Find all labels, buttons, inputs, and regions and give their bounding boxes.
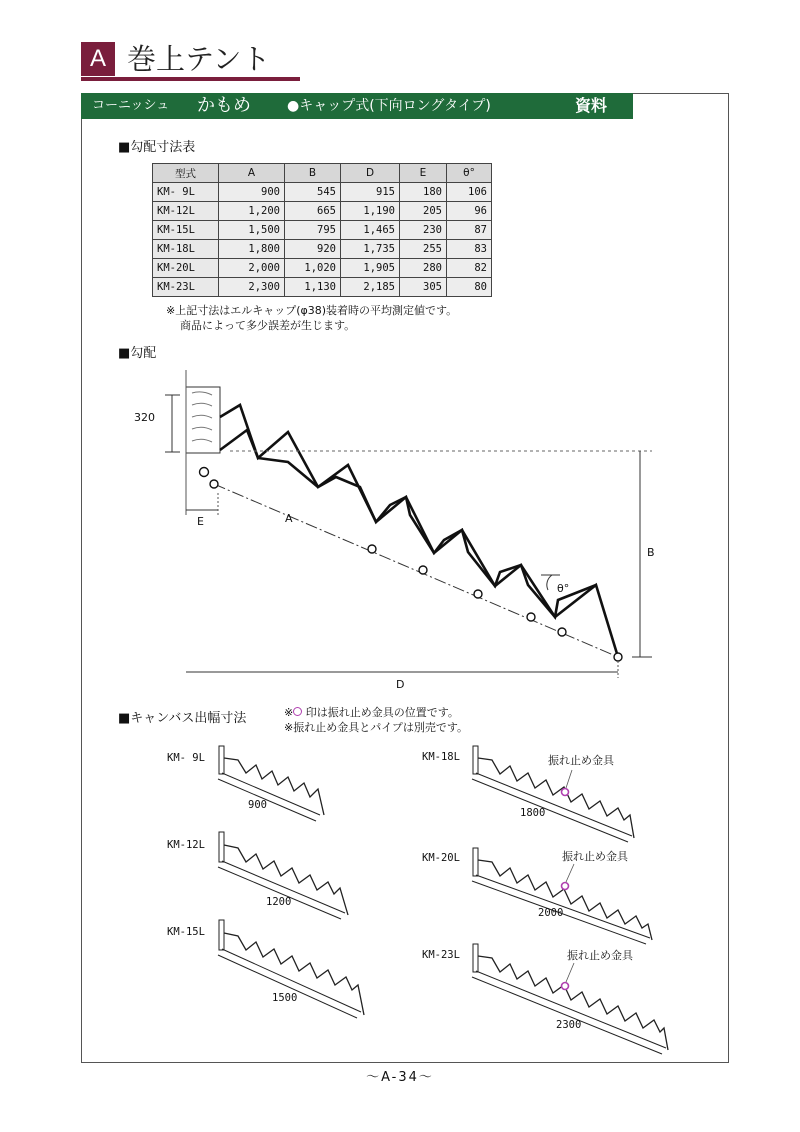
section-heading-dimension-table: ■勾配寸法表 [118,140,196,155]
roller-icon [558,628,566,636]
page-title: 巻上テント [127,42,271,76]
canvas-line [476,971,666,1048]
stopper-label: 振れ止め金具 [567,949,633,962]
table-header-cell: B [285,164,341,183]
table-header-cell: 型式 [153,164,219,183]
table-cell: 180 [400,183,447,202]
callout-line [566,770,572,788]
canvas-line [218,955,357,1018]
canvas-note-text: 印は振れ止め金具の位置です。 [305,706,459,719]
dim-label-E: E [197,515,204,528]
wall-bracket [186,387,220,453]
table-cell: 106 [447,183,492,202]
table-header-cell: E [400,164,447,183]
table-cell: KM-15L [153,221,219,240]
canvas-note-prefix: ※ [284,706,294,719]
table-cell: 2,300 [219,278,285,297]
table-cell: KM-18L [153,240,219,259]
table-header-cell: A [219,164,285,183]
page-number: ～A-34～ [366,1070,434,1085]
dim-label-D: D [396,678,405,691]
table-cell: 2,000 [219,259,285,278]
canvas-arm [478,758,634,838]
stopper-label: 振れ止め金具 [562,850,628,863]
canvas-arm [478,860,652,940]
roller-icon [368,545,376,553]
canvas-diagram-km-20l [422,848,652,944]
theta-arc [547,575,552,590]
stopper-marker-icon [293,707,302,716]
canvas-width-label: 1500 [272,992,298,1004]
document-label: 資料 [575,96,608,115]
roller-icon [474,590,482,598]
table-cell: 1,465 [341,221,400,240]
table-cell: 1,190 [341,202,400,221]
table-cell: 920 [285,240,341,259]
arm-lower [220,430,596,617]
roller-icon [614,653,622,661]
canvas-arm [224,758,324,815]
table-cell: 1,200 [219,202,285,221]
table-cell: 665 [285,202,341,221]
roller-icon [210,480,218,488]
canvas-note: ※振れ止め金具とパイプは別売です。 [284,721,469,734]
table-cell: KM-20L [153,259,219,278]
product-type: ●キャップ式(下向ロングタイプ) [287,98,491,114]
table-cell: 280 [400,259,447,278]
roller-icon [527,613,535,621]
table-cell: 80 [447,278,492,297]
bracket-pivot-icon [200,468,209,477]
canvas-width-label: 900 [248,799,267,811]
canvas-model-label: KM- 9L [167,752,205,764]
canvas-line [476,773,632,836]
table-cell: 96 [447,202,492,221]
table-cell: KM-23L [153,278,219,297]
table-note: 商品によって多少誤差が生じます。 [180,319,356,332]
table-cell: 1,800 [219,240,285,259]
table-cell: 1,130 [285,278,341,297]
canvas-diagram-km-15l [167,920,364,1018]
section-badge: A [81,42,115,76]
table-cell: 82 [447,259,492,278]
table-cell: 305 [400,278,447,297]
table-cell: 2,185 [341,278,400,297]
canvas-diagram-km-9l [167,746,324,821]
table-cell: KM- 9L [153,183,219,202]
slope-diagram [134,370,655,691]
wall-bracket [473,944,478,972]
canvas-width-label: 1200 [266,896,292,908]
canvas-diagram-km-23l [422,944,668,1054]
product-name: かもめ [197,95,251,116]
stopper-marker-icon [562,789,569,796]
table-cell: 545 [285,183,341,202]
canvas-diagram-km-18l [422,746,634,842]
canvas-model-label: KM-18L [422,751,460,763]
dim-label-B: B [647,546,655,559]
callout-line [566,963,574,982]
wall-bracket [219,832,224,862]
canvas-diagram-km-12l [167,832,348,919]
canvas-model-label: KM-23L [422,949,460,961]
canvas-width-label: 2300 [556,1019,582,1031]
canvas-line [222,773,320,815]
callout-line [566,864,574,882]
wall-bracket [473,746,478,774]
table-cell: 915 [341,183,400,202]
canvas-note [284,706,459,720]
canvas-model-label: KM-20L [422,852,460,864]
table-cell: 1,905 [341,259,400,278]
wall-bracket [219,746,224,774]
wall-bracket [473,848,478,876]
table-header-cell: θ° [447,164,492,183]
table-cell: 1,735 [341,240,400,259]
table-cell: 83 [447,240,492,259]
section-heading-canvas: ■キャンバス出幅寸法 [118,711,247,726]
section-heading-slope: ■勾配 [118,346,157,361]
table-cell: 230 [400,221,447,240]
table-cell: 1,020 [285,259,341,278]
dim-label-320: 320 [134,411,155,424]
table-cell: KM-12L [153,202,219,221]
table-header-cell: D [341,164,400,183]
stopper-label: 振れ止め金具 [548,754,614,767]
canvas-width-label: 2000 [538,907,564,919]
table-cell: 255 [400,240,447,259]
product-brand: コーニッシュ [92,98,170,113]
table-cell: 87 [447,221,492,240]
stopper-marker-icon [562,983,569,990]
canvas-model-label: KM-15L [167,926,205,938]
canvas-arm [478,956,668,1050]
table-note: ※上記寸法はエルキャップ(φ38)装着時の平均測定値です。 [166,304,458,317]
table-cell: 205 [400,202,447,221]
dim-label-A: A [285,512,293,525]
canvas-model-label: KM-12L [167,839,205,851]
canvas-width-label: 1800 [520,807,546,819]
table-cell: 900 [219,183,285,202]
roller-icon [419,566,427,574]
table-cell: 1,500 [219,221,285,240]
wall-bracket [219,920,224,950]
table-cell: 795 [285,221,341,240]
theta-label: θ° [557,582,570,595]
stopper-marker-icon [562,883,569,890]
canvas-line [218,867,341,919]
